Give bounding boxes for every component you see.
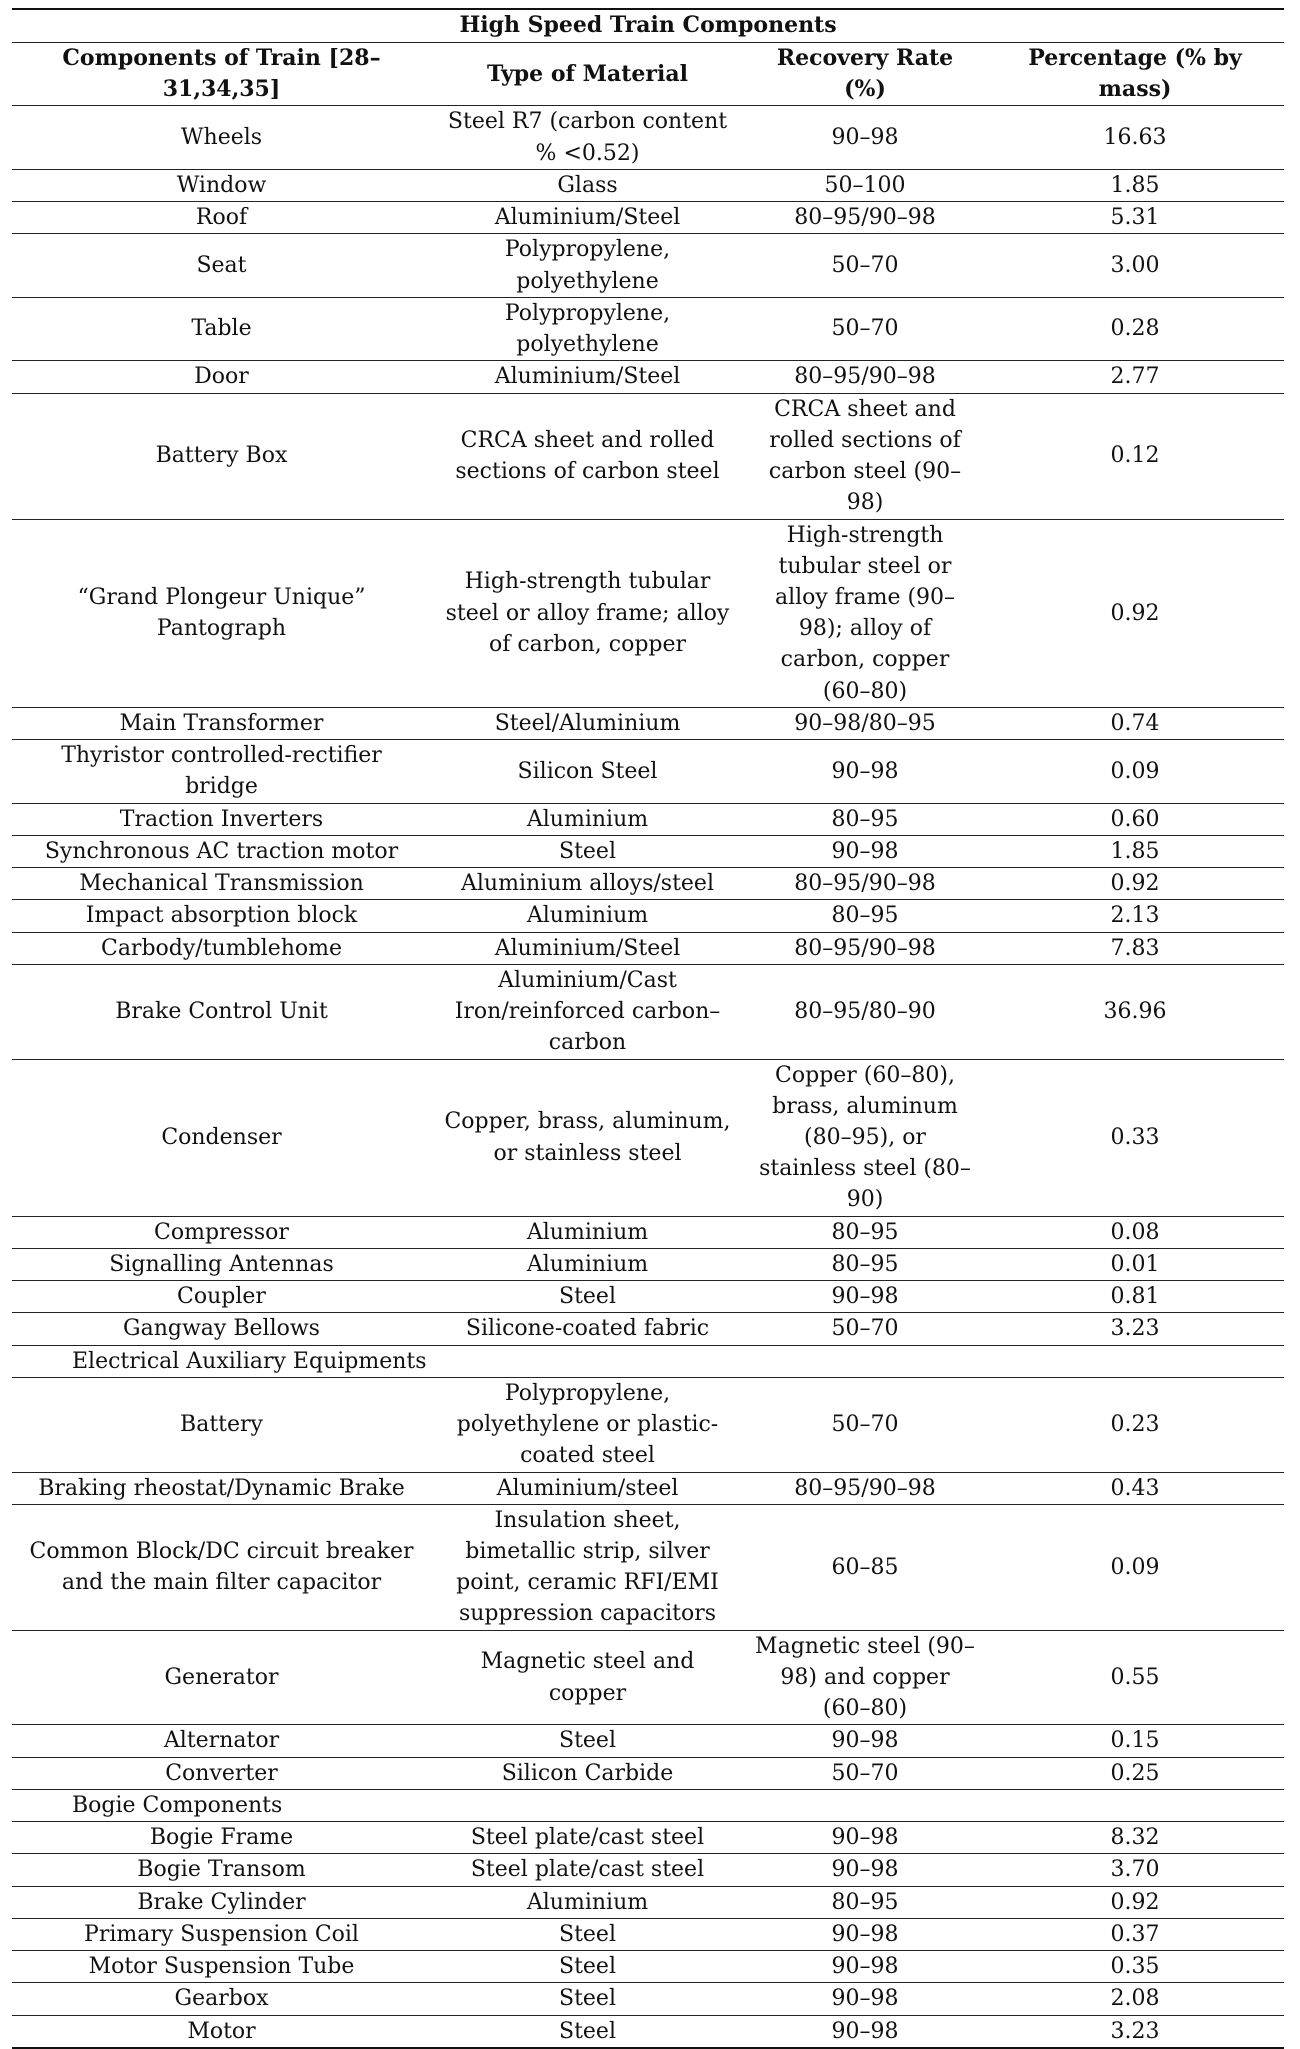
component-cell: Alternator: [12, 1725, 431, 1757]
percentage-cell: 0.55: [986, 1630, 1284, 1725]
component-cell: Impact absorption block: [12, 900, 431, 932]
percentage-cell: 0.28: [986, 297, 1284, 360]
component-cell: Signalling Antennas: [12, 1248, 431, 1280]
material-cell: CRCA sheet and rolled sections of carbon steel: [431, 393, 744, 519]
percentage-cell: 0.35: [986, 1951, 1284, 1983]
component-cell: Thyristor controlled-rectifier bridge: [12, 740, 431, 803]
percentage-cell: 0.25: [986, 1757, 1284, 1789]
component-cell: Door: [12, 361, 431, 393]
material-cell: Steel: [431, 2015, 744, 2048]
table-row: [12, 234, 1284, 297]
header-recovery-rate: Recovery Rate (%): [744, 43, 986, 106]
recovery-rate-cell: 80–95/90–98: [744, 1472, 986, 1504]
percentage-cell: 3.70: [986, 1854, 1284, 1886]
component-cell: Mechanical Transmission: [12, 868, 431, 900]
table-row: [12, 297, 1284, 360]
table-row: [12, 1630, 1284, 1725]
component-cell: Gearbox: [12, 1983, 431, 2015]
table-row: [12, 835, 1284, 867]
component-cell: Bogie Frame: [12, 1822, 431, 1854]
percentage-cell: 0.37: [986, 1918, 1284, 1950]
recovery-rate-cell: 90–98: [744, 835, 986, 867]
component-cell: Battery: [12, 1377, 431, 1472]
component-cell: Compressor: [12, 1216, 431, 1248]
material-cell: Glass: [431, 169, 744, 201]
recovery-rate-cell: 90–98: [744, 1725, 986, 1757]
material-cell: Aluminium/Steel: [431, 202, 744, 234]
component-cell: Seat: [12, 234, 431, 297]
recovery-rate-cell: High-strength tubular steel or alloy frame (90–98); alloy of carbon, copper (60–80): [744, 519, 986, 707]
percentage-cell: 0.08: [986, 1216, 1284, 1248]
percentage-cell: 1.85: [986, 835, 1284, 867]
group-heading: Bogie Components: [12, 1789, 1284, 1821]
table-row: [12, 1918, 1284, 1950]
component-cell: Brake Control Unit: [12, 964, 431, 1059]
component-cell: Traction Inverters: [12, 803, 431, 835]
table-row: [12, 2015, 1284, 2048]
table-row: [12, 519, 1284, 707]
table-row: [12, 1822, 1284, 1854]
component-cell: Coupler: [12, 1281, 431, 1313]
material-cell: Aluminium: [431, 900, 744, 932]
table-row: [12, 932, 1284, 964]
recovery-rate-cell: 90–98: [744, 740, 986, 803]
table-row: [12, 1886, 1284, 1918]
table-row: [12, 1757, 1284, 1789]
component-cell: Brake Cylinder: [12, 1886, 431, 1918]
material-cell: Aluminium/Steel: [431, 932, 744, 964]
table-row: [12, 1504, 1284, 1630]
recovery-rate-cell: 80–95: [744, 1216, 986, 1248]
table-caption-row: [12, 9, 1284, 43]
material-cell: Steel: [431, 1918, 744, 1950]
material-cell: Steel: [431, 1951, 744, 1983]
recovery-rate-cell: 80–95/90–98: [744, 932, 986, 964]
percentage-cell: 7.83: [986, 932, 1284, 964]
recovery-rate-cell: 80–95: [744, 900, 986, 932]
component-cell: Table: [12, 297, 431, 360]
component-cell: Braking rheostat/Dynamic Brake: [12, 1472, 431, 1504]
recovery-rate-cell: 50–70: [744, 297, 986, 360]
recovery-rate-cell: 80–95/90–98: [744, 202, 986, 234]
component-cell: Synchronous AC traction motor: [12, 835, 431, 867]
percentage-cell: 0.60: [986, 803, 1284, 835]
material-cell: Steel plate/cast steel: [431, 1854, 744, 1886]
table-row: [12, 106, 1284, 169]
recovery-rate-cell: 90–98: [744, 1951, 986, 1983]
percentage-cell: 0.43: [986, 1472, 1284, 1504]
component-cell: Motor Suspension Tube: [12, 1951, 431, 1983]
material-cell: Steel: [431, 1725, 744, 1757]
group-heading-row: [12, 1789, 1284, 1821]
percentage-cell: 0.15: [986, 1725, 1284, 1757]
material-cell: Silicon Carbide: [431, 1757, 744, 1789]
table-row: [12, 169, 1284, 201]
material-cell: Steel: [431, 1983, 744, 2015]
recovery-rate-cell: 80–95: [744, 1886, 986, 1918]
table-row: [12, 1983, 1284, 2015]
recovery-rate-cell: 50–70: [744, 1757, 986, 1789]
train-components-table: [12, 8, 1284, 2049]
component-cell: Motor: [12, 2015, 431, 2048]
table-row: [12, 1951, 1284, 1983]
material-cell: Steel plate/cast steel: [431, 1822, 744, 1854]
recovery-rate-cell: 50–70: [744, 1377, 986, 1472]
header-percentage: Percentage (% by mass): [986, 43, 1284, 106]
table-row: [12, 393, 1284, 519]
material-cell: Polypropylene, polyethylene or plastic-coated steel: [431, 1377, 744, 1472]
percentage-cell: 3.00: [986, 234, 1284, 297]
component-cell: Carbody/tumblehome: [12, 932, 431, 964]
percentage-cell: 2.08: [986, 1983, 1284, 2015]
recovery-rate-cell: 60–85: [744, 1504, 986, 1630]
material-cell: Aluminium: [431, 803, 744, 835]
percentage-cell: 0.92: [986, 1886, 1284, 1918]
material-cell: Polypropylene, polyethylene: [431, 297, 744, 360]
material-cell: Aluminium/Steel: [431, 361, 744, 393]
percentage-cell: 0.09: [986, 1504, 1284, 1630]
recovery-rate-cell: 80–95: [744, 803, 986, 835]
material-cell: Silicone-coated fabric: [431, 1313, 744, 1345]
component-cell: Battery Box: [12, 393, 431, 519]
percentage-cell: 0.81: [986, 1281, 1284, 1313]
component-cell: Bogie Transom: [12, 1854, 431, 1886]
table-row: [12, 361, 1284, 393]
percentage-cell: 0.74: [986, 707, 1284, 739]
material-cell: Aluminium/Cast Iron/reinforced carbon–carbon: [431, 964, 744, 1059]
percentage-cell: 0.33: [986, 1059, 1284, 1216]
component-cell: Roof: [12, 202, 431, 234]
table-caption: High Speed Train Components: [12, 9, 1284, 43]
recovery-rate-cell: 50–70: [744, 234, 986, 297]
percentage-cell: 0.23: [986, 1377, 1284, 1472]
material-cell: Magnetic steel and copper: [431, 1630, 744, 1725]
recovery-rate-cell: Magnetic steel (90–98) and copper (60–80): [744, 1630, 986, 1725]
group-heading: Electrical Auxiliary Equipments: [12, 1345, 1284, 1377]
material-cell: Aluminium: [431, 1216, 744, 1248]
recovery-rate-cell: 80–95/80–90: [744, 964, 986, 1059]
percentage-cell: 0.92: [986, 868, 1284, 900]
recovery-rate-cell: Copper (60–80), brass, aluminum (80–95), or stainless steel (80–90): [744, 1059, 986, 1216]
material-cell: Steel: [431, 1281, 744, 1313]
table-row: [12, 900, 1284, 932]
recovery-rate-cell: 50–100: [744, 169, 986, 201]
header-material: Type of Material: [431, 43, 744, 106]
table-row: [12, 202, 1284, 234]
percentage-cell: 3.23: [986, 1313, 1284, 1345]
group-heading-row: [12, 1345, 1284, 1377]
material-cell: Polypropylene, polyethylene: [431, 234, 744, 297]
component-cell: Main Transformer: [12, 707, 431, 739]
material-cell: Steel/Aluminium: [431, 707, 744, 739]
recovery-rate-cell: 50–70: [744, 1313, 986, 1345]
recovery-rate-cell: 90–98: [744, 1281, 986, 1313]
material-cell: Aluminium alloys/steel: [431, 868, 744, 900]
recovery-rate-cell: 90–98/80–95: [744, 707, 986, 739]
table-body: [12, 9, 1284, 2048]
table-row: [12, 1281, 1284, 1313]
percentage-cell: 3.23: [986, 2015, 1284, 2048]
percentage-cell: 0.01: [986, 1248, 1284, 1280]
component-cell: Converter: [12, 1757, 431, 1789]
recovery-rate-cell: 90–98: [744, 1854, 986, 1886]
component-cell: Window: [12, 169, 431, 201]
percentage-cell: 8.32: [986, 1822, 1284, 1854]
component-cell: Generator: [12, 1630, 431, 1725]
percentage-cell: 0.12: [986, 393, 1284, 519]
table-row: [12, 803, 1284, 835]
table-row: [12, 1854, 1284, 1886]
material-cell: Steel: [431, 835, 744, 867]
recovery-rate-cell: 80–95/90–98: [744, 361, 986, 393]
table-row: [12, 1472, 1284, 1504]
percentage-cell: 0.92: [986, 519, 1284, 707]
component-cell: Primary Suspension Coil: [12, 1918, 431, 1950]
table-row: [12, 1059, 1284, 1216]
recovery-rate-cell: CRCA sheet and rolled sections of carbon steel (90–98): [744, 393, 986, 519]
table-row: [12, 740, 1284, 803]
percentage-cell: 5.31: [986, 202, 1284, 234]
material-cell: Aluminium: [431, 1886, 744, 1918]
recovery-rate-cell: 90–98: [744, 1822, 986, 1854]
percentage-cell: 36.96: [986, 964, 1284, 1059]
recovery-rate-cell: 90–98: [744, 106, 986, 169]
percentage-cell: 16.63: [986, 106, 1284, 169]
recovery-rate-cell: 90–98: [744, 1918, 986, 1950]
material-cell: High-strength tubular steel or alloy frame; alloy of carbon, copper: [431, 519, 744, 707]
component-cell: Wheels: [12, 106, 431, 169]
material-cell: Aluminium/steel: [431, 1472, 744, 1504]
material-cell: Aluminium: [431, 1248, 744, 1280]
component-cell: “Grand Plongeur Unique” Pantograph: [12, 519, 431, 707]
table-row: [12, 707, 1284, 739]
table-row: [12, 1313, 1284, 1345]
component-cell: Condenser: [12, 1059, 431, 1216]
material-cell: Insulation sheet, bimetallic strip, silver point, ceramic RFI/EMI suppression capacitors: [431, 1504, 744, 1630]
recovery-rate-cell: 80–95: [744, 1248, 986, 1280]
train-components-table-container: [12, 8, 1284, 2044]
percentage-cell: 1.85: [986, 169, 1284, 201]
percentage-cell: 2.13: [986, 900, 1284, 932]
header-components: Components of Train [28–31,34,35]: [12, 43, 431, 106]
table-row: [12, 1248, 1284, 1280]
material-cell: Steel R7 (carbon content % <0.52): [431, 106, 744, 169]
table-row: [12, 1216, 1284, 1248]
recovery-rate-cell: 80–95/90–98: [744, 868, 986, 900]
recovery-rate-cell: 90–98: [744, 1983, 986, 2015]
recovery-rate-cell: 90–98: [744, 2015, 986, 2048]
percentage-cell: 2.77: [986, 361, 1284, 393]
table-header-row: [12, 43, 1284, 106]
material-cell: Silicon Steel: [431, 740, 744, 803]
component-cell: Gangway Bellows: [12, 1313, 431, 1345]
percentage-cell: 0.09: [986, 740, 1284, 803]
material-cell: Copper, brass, aluminum, or stainless steel: [431, 1059, 744, 1216]
table-row: [12, 868, 1284, 900]
component-cell: Common Block/DC circuit breaker and the main filter capacitor: [12, 1504, 431, 1630]
table-row: [12, 1725, 1284, 1757]
table-row: [12, 1377, 1284, 1472]
table-row: [12, 964, 1284, 1059]
